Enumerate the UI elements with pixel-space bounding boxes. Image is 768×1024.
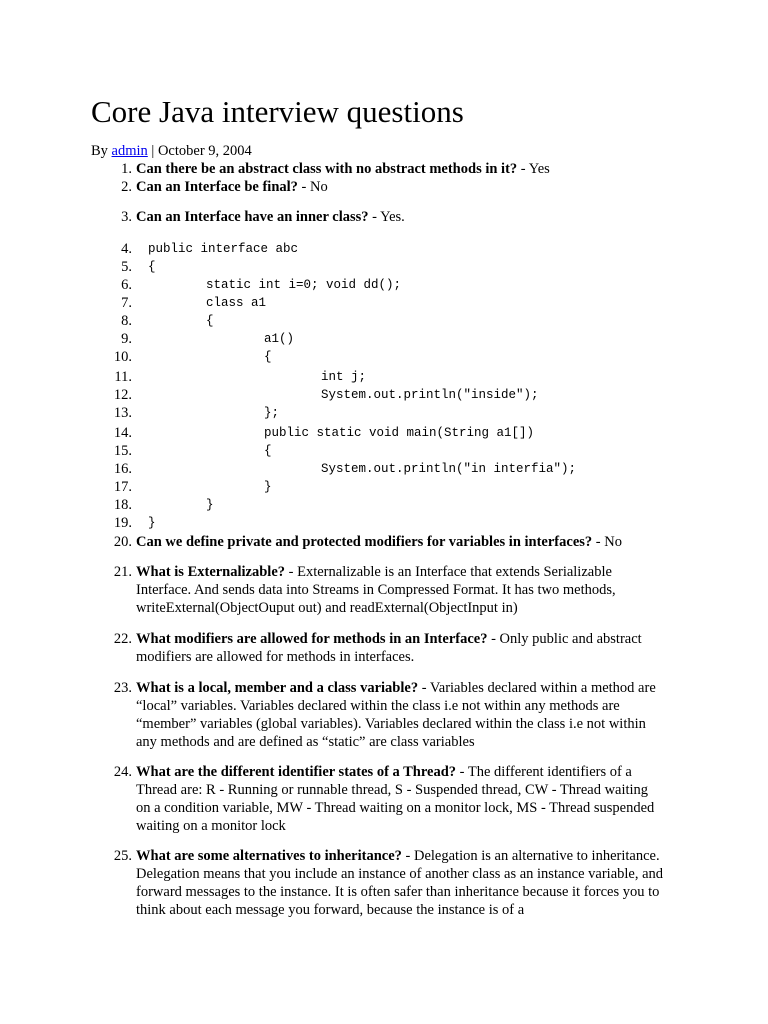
answer-text: - The different identifiers of a Thread are: R - Running or runnable thread, S - Suspended thread, CW - Thread waiting on a condition variable, MW - Thread waiting on a monitor lock, MS - Thread suspended waiting on a monitor lock bbox=[136, 764, 655, 834]
line-number: 13. bbox=[113, 405, 132, 421]
question-text: Can an Interface have an inner class? bbox=[136, 209, 369, 225]
code-text: { bbox=[264, 350, 272, 364]
code-text: } bbox=[264, 480, 272, 494]
question-text: Can we define private and protected modifiers for variables in interfaces? bbox=[136, 534, 593, 550]
item-number: 21. bbox=[113, 564, 132, 580]
line-number: 11. bbox=[114, 369, 132, 385]
code-text: { bbox=[148, 260, 156, 274]
answer-text: - Only public and abstract modifiers are allowed for methods in interfaces. bbox=[136, 631, 642, 665]
code-text: public interface abc bbox=[148, 242, 299, 256]
code-text: { bbox=[206, 314, 214, 328]
item-text bbox=[136, 208, 666, 226]
line-number: 4. bbox=[121, 241, 132, 257]
item-number: 23. bbox=[113, 680, 132, 696]
code-text: int j; bbox=[321, 370, 367, 384]
code-text: System.out.println("in interfia"); bbox=[321, 462, 577, 476]
answer-text: - Variables declared within a method are “local” variables. Variables declared within the class i.e not within any methods are “member” variables (global variables). Variables declared within the class i.e not within any methods and are defined as “static” are class variables bbox=[136, 680, 656, 750]
answer-text: - Yes. bbox=[368, 209, 405, 225]
question-text: What is a local, member and a class variable? bbox=[136, 680, 419, 696]
question-text: What is Externalizable? bbox=[136, 564, 286, 580]
question-text: What are the different identifier states of a Thread? bbox=[136, 764, 457, 780]
byline-prefix: By bbox=[91, 143, 112, 159]
item-text bbox=[136, 679, 666, 751]
line-number: 8. bbox=[121, 313, 132, 329]
line-number: 7. bbox=[121, 295, 132, 311]
answer-text: - Delegation is an alternative to inheritance. Delegation means that you include an instance of another class as an instance variable, and forward messages to the instance. It is often safer than inheritance because it forces you to think about each message you forward, because the instance is of a bbox=[136, 848, 664, 918]
item-number: 3. bbox=[121, 209, 132, 225]
item-number: 1. bbox=[121, 161, 132, 177]
item-text bbox=[136, 160, 666, 178]
author-link[interactable]: admin bbox=[111, 143, 148, 159]
code-text: } bbox=[148, 516, 156, 530]
line-number: 10. bbox=[113, 349, 132, 365]
question-text: Can there be an abstract class with no abstract methods in it? bbox=[136, 161, 518, 177]
item-text bbox=[136, 847, 666, 919]
line-number: 14. bbox=[113, 425, 132, 441]
code-text: a1() bbox=[264, 332, 295, 346]
item-text bbox=[136, 763, 666, 835]
code-text: System.out.println("inside"); bbox=[321, 388, 539, 402]
item-number: 2. bbox=[121, 179, 132, 195]
code-text: }; bbox=[264, 406, 280, 420]
code-text: class a1 bbox=[206, 296, 267, 310]
question-text: Can an Interface be final? bbox=[136, 179, 298, 195]
line-number: 5. bbox=[121, 259, 132, 275]
item-number: 25. bbox=[113, 848, 132, 864]
answer-text: - Externalizable is an Interface that extends Serializable Interface. And sends data into Streams in Compressed Format. It has two methods, writeExternal(ObjectOuput out) and readExternal(ObjectInput in) bbox=[136, 564, 616, 616]
question-text: What modifiers are allowed for methods in an Interface? bbox=[136, 631, 488, 647]
publish-date: October 9, 2004 bbox=[157, 143, 252, 159]
code-text: static int i=0; void dd(); bbox=[206, 278, 402, 292]
line-number: 12. bbox=[113, 387, 132, 403]
code-text: { bbox=[264, 444, 272, 458]
item-text bbox=[136, 178, 666, 196]
answer-text: - No bbox=[297, 179, 328, 195]
code-text: public static void main(String a1[]) bbox=[264, 426, 535, 440]
line-number: 16. bbox=[113, 461, 132, 477]
item-text bbox=[136, 563, 666, 617]
code-text: } bbox=[206, 498, 214, 512]
line-number: 15. bbox=[113, 443, 132, 459]
item-number: 20. bbox=[113, 534, 132, 550]
line-number: 17. bbox=[113, 479, 132, 495]
line-number: 6. bbox=[121, 277, 132, 293]
item-number: 22. bbox=[113, 631, 132, 647]
item-number: 24. bbox=[113, 764, 132, 780]
byline bbox=[91, 142, 252, 160]
page-title: Core Java interview questions bbox=[91, 94, 464, 129]
line-number: 19. bbox=[113, 515, 132, 531]
line-number: 9. bbox=[121, 331, 132, 347]
item-text bbox=[136, 533, 696, 551]
answer-text: - Yes bbox=[517, 161, 550, 177]
byline-separator: | bbox=[147, 143, 158, 159]
question-text: What are some alternatives to inheritance? bbox=[136, 848, 402, 864]
item-text bbox=[136, 630, 666, 666]
line-number: 18. bbox=[113, 497, 132, 513]
answer-text: - No bbox=[592, 534, 622, 550]
